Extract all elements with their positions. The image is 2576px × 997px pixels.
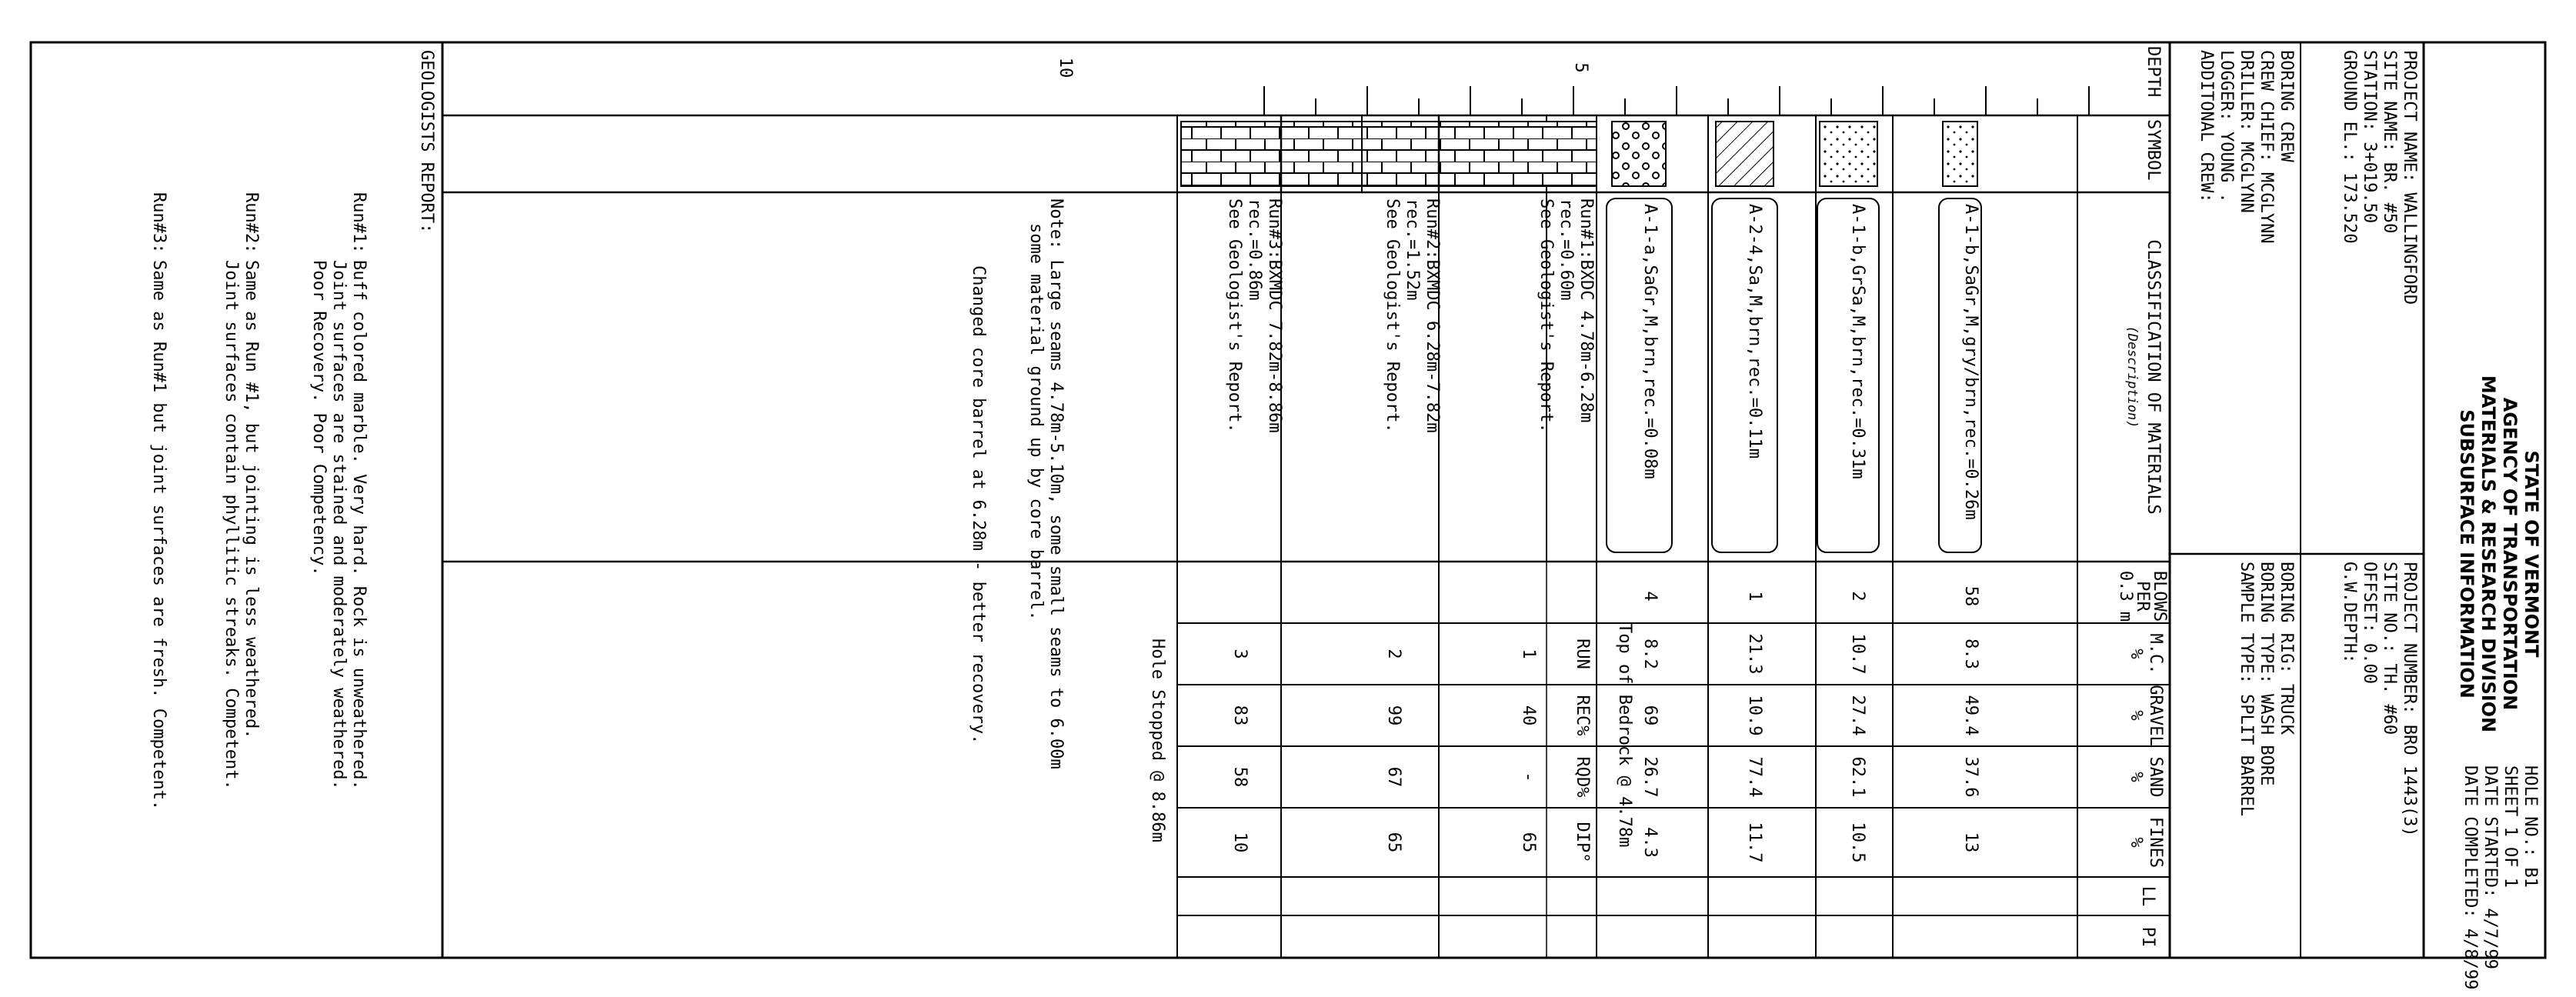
layer-fines: 10.5 — [1848, 822, 1867, 863]
run-dip: 10 — [1230, 832, 1250, 853]
driller: DRILLER: MCGLYNN — [2237, 50, 2256, 213]
run-line-3: See Geologist's Report. — [1537, 198, 1556, 433]
layer-sand: 26.7 — [1640, 756, 1660, 798]
layer-blows: 4 — [1640, 591, 1660, 602]
offset: OFFSET: 0.00 — [2360, 562, 2379, 684]
gw-depth: G.W.DEPTH: — [2340, 562, 2359, 664]
rock-header-rec: REC% — [1573, 695, 1592, 736]
depth-scale — [1264, 86, 2089, 115]
site-no: SITE NO.: TH. #60 — [2380, 562, 2399, 735]
column-headers — [2116, 46, 2169, 947]
sample-type: SAMPLE TYPE: SPLIT BARREL — [2237, 562, 2256, 817]
layer-gravel: 27.4 — [1848, 695, 1867, 736]
title-block — [2456, 375, 2542, 732]
depth-10-label: 10 — [1056, 57, 1075, 78]
layer-sand: 77.4 — [1745, 756, 1764, 798]
run-dip: 65 — [1519, 832, 1538, 853]
crew-info — [2197, 50, 2296, 816]
header-blows-3: 0.3 m — [2116, 570, 2135, 622]
run-number: 3 — [1230, 649, 1250, 659]
geo-run-3-label: Run#3: — [149, 192, 169, 254]
geo-run-1-line-2: Joint surfaces are stained and moderately weathered. — [329, 260, 349, 790]
layer-blows: 58 — [1961, 585, 1980, 607]
soil-layer-1 — [1939, 198, 1981, 852]
header-fines: FINES — [2146, 816, 2165, 869]
layer-gravel: 49.4 — [1961, 695, 1980, 736]
layer-blows: 1 — [1745, 591, 1764, 602]
header-description: (Description) — [2124, 325, 2140, 428]
run-line-3: See Geologist's Report. — [1225, 198, 1244, 433]
run-line-3: See Geologist's Report. — [1383, 198, 1402, 433]
layer-mc: 21.3 — [1745, 633, 1764, 675]
soil-symbol-4 — [1612, 122, 1666, 186]
header-symbol: SYMBOL — [2144, 119, 2163, 181]
rock-header-run: RUN — [1573, 639, 1592, 669]
layer-mc: 10.7 — [1848, 633, 1867, 675]
layer-sand: 62.1 — [1848, 756, 1867, 798]
run-rec: 99 — [1384, 705, 1403, 726]
run-line-1: Run#1:BXDC 4.78m-6.28m — [1577, 198, 1596, 423]
run-number: 1 — [1519, 649, 1538, 659]
layer-description: A-1-b,GrSa,M,brn,rec.=0.31m — [1848, 204, 1867, 479]
run-line-2: rec.=0.86m — [1245, 198, 1264, 301]
ground-elevation: GROUND EL.: 173.520 — [2340, 50, 2359, 244]
layer-gravel: 10.9 — [1745, 695, 1764, 736]
layer-description: A-2-4,Sa,M,brn,rec.=0.11m — [1745, 204, 1764, 459]
geologist-report-title: GEOLOGISTS REPORT: — [417, 50, 436, 234]
title-line-1: STATE OF VERMONT — [2521, 450, 2542, 658]
crew-chief: CREW CHIEF: MCGLYNN — [2257, 50, 2276, 244]
top-of-bedrock: Top of Bedrock @ 4.78m — [1615, 623, 1634, 848]
header-ll: LL — [2138, 885, 2157, 907]
date-started: DATE STARTED: 4/7/99 — [2481, 765, 2500, 969]
geo-run-1-label: Run#1: — [349, 192, 369, 254]
layer-fines: 4.3 — [1640, 827, 1660, 858]
rock-header-dip: DIP° — [1573, 822, 1592, 863]
note-line-1: Note: Large seams 4.78m-5.10m, some small seams to 6.00m — [1046, 198, 1066, 769]
layer-mc: 8.2 — [1640, 639, 1660, 669]
layer-fines: 13 — [1961, 832, 1980, 853]
rock-run-2 — [1383, 198, 1442, 852]
run-line-2: rec.=1.52m — [1403, 198, 1422, 301]
layer-fines: 11.7 — [1745, 822, 1764, 863]
rock-run-1 — [1519, 198, 1596, 852]
geo-run-3-line-1: Same as Run#1 but joint surfaces are fresh. Competent. — [149, 260, 169, 811]
geo-run-2-label: Run#2: — [242, 192, 261, 254]
title-line-4: SUBSURFACE INFORMATION — [2456, 409, 2478, 699]
header-mc: M.C. — [2146, 633, 2165, 675]
geo-run-2-line-1: Same as Run #1, but jointing is less weathered. — [242, 260, 261, 739]
rock-headers — [1573, 639, 1592, 862]
hole-stopped: Hole Stopped @ 8.86m — [1148, 639, 1167, 842]
layer-description: A-1-a,SaGr,M,brn,rec.=0.08m — [1640, 204, 1660, 479]
additional-crew: ADDITONAL CREW: — [2197, 50, 2216, 203]
header-blows-2: PER — [2133, 581, 2152, 612]
header-pi: PI — [2138, 926, 2157, 948]
hole-info — [2461, 765, 2540, 989]
soil-layer-3 — [1712, 198, 1777, 862]
soil-layer-2 — [1817, 198, 1879, 862]
header-sand: SAND — [2146, 756, 2165, 798]
soil-symbol-3 — [1716, 122, 1774, 186]
boring-type: BORING TYPE: WASH BORE — [2257, 562, 2276, 786]
layer-mc: 8.3 — [1961, 639, 1980, 669]
run-rqd: 58 — [1230, 766, 1250, 788]
geo-run-1-line-3: Poor Recovery. Poor Competency. — [309, 260, 329, 576]
depth-5-label: 5 — [1571, 62, 1590, 73]
run-rqd: - — [1519, 772, 1538, 782]
header-sand-pct: % — [2127, 772, 2146, 782]
title-line-3: MATERIALS & RESEARCH DIVISION — [2478, 375, 2499, 733]
hole-no: HOLE NO.: B1 — [2521, 765, 2540, 888]
soil-symbol-1 — [1943, 122, 1977, 186]
boring-crew: BORING CREW — [2277, 50, 2296, 162]
project-name: PROJECT NAME: WALLINGFORD — [2400, 50, 2419, 305]
station: STATION: 3+019.50 — [2360, 50, 2379, 224]
layer-gravel: 69 — [1640, 705, 1660, 726]
header-gravel: GRAVEL — [2146, 685, 2165, 746]
geo-run-2-line-2: Joint surfaces contain phyllitic streaks. Competent. — [222, 260, 241, 790]
header-classification: CLASSIFICATION OF MATERIALS — [2144, 239, 2163, 515]
logger: LOGGER: YOUNG . — [2217, 50, 2236, 203]
run-rec: 40 — [1519, 705, 1538, 726]
header-depth: DEPTH — [2144, 46, 2163, 98]
driller-note — [969, 198, 1066, 769]
note-line-3: Changed core barrel at 6.28m - better recovery. — [969, 265, 988, 745]
run-line-1: Run#2:BXMDC 6.28m-7.82m — [1423, 198, 1442, 433]
header-fines-pct: % — [2127, 837, 2146, 848]
run-rqd: 67 — [1384, 766, 1403, 788]
rock-symbol — [1181, 122, 1597, 186]
layer-sand: 37.6 — [1961, 756, 1980, 798]
project-info — [2340, 50, 2419, 837]
date-completed: DATE COMPLETED: 4/8/99 — [2461, 765, 2480, 990]
boring-rig: BORING RIG: TRUCK — [2277, 562, 2296, 735]
geo-run-1-line-1: Buff colored marble. Very hard. Rock is unweathered. — [349, 260, 369, 790]
rock-header-rqd: RQD% — [1573, 756, 1592, 798]
layer-description: A-1-b,SaGr,M,gry/brn,rec.=0.26m — [1961, 204, 1980, 520]
run-rec: 83 — [1230, 705, 1250, 726]
note-line-2: some material ground up by core barrel. — [1026, 223, 1046, 621]
run-dip: 65 — [1384, 832, 1403, 853]
header-blows-1: BLOWS — [2150, 570, 2169, 622]
header-gravel-pct: % — [2127, 710, 2146, 721]
soil-symbol-2 — [1820, 122, 1877, 186]
layer-blows: 2 — [1848, 591, 1867, 602]
run-number: 2 — [1384, 649, 1403, 659]
title-line-2: AGENCY OF TRANSPORTATION — [2499, 397, 2521, 711]
project-number: PROJECT NUMBER: BRO 1443(3) — [2400, 562, 2419, 837]
site-name: SITE NAME: BR. #50 — [2380, 50, 2399, 234]
geologists-report — [149, 50, 436, 810]
rock-run-3 — [1225, 198, 1284, 852]
sheet-no: SHEET 1 OF 1 — [2501, 765, 2520, 888]
run-line-2: rec.=0.60m — [1557, 198, 1576, 301]
run-line-1: Run#3:BXMDC 7.82m-8.86m — [1265, 198, 1284, 433]
header-mc-pct: % — [2127, 649, 2146, 659]
